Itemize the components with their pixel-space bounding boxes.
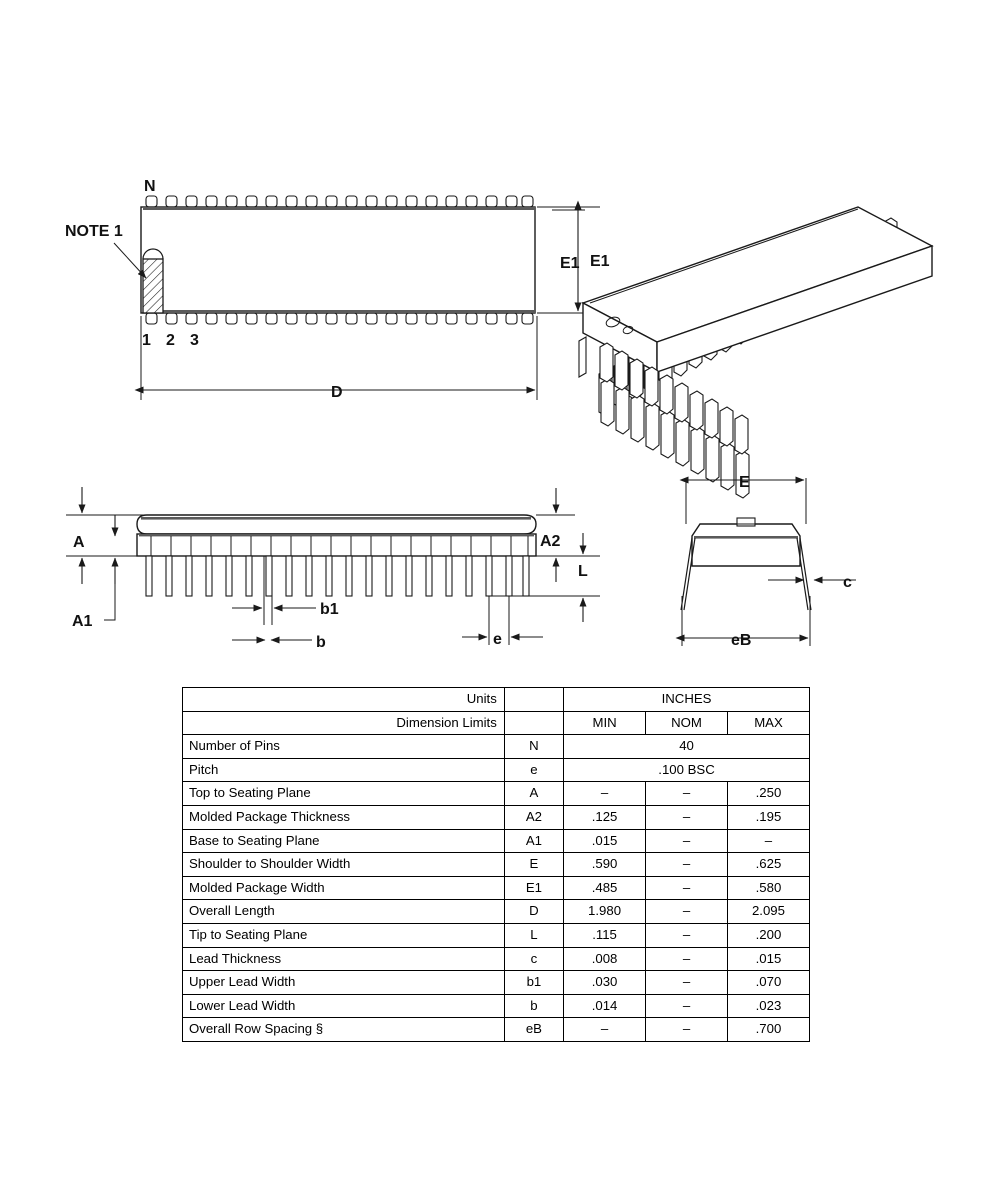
row-min-value: – (564, 782, 646, 806)
table-header-limits-row (183, 711, 810, 735)
row-min-value: .590 (564, 853, 646, 877)
row-symbol: D (504, 900, 563, 924)
table-row (183, 994, 810, 1018)
label-pin-1: 1 (142, 332, 151, 349)
row-description: Pitch (183, 758, 505, 782)
label-a2-side-view: A2 (540, 533, 561, 550)
table-row (183, 758, 810, 782)
label-pin-2: 2 (166, 332, 175, 349)
table-row (183, 735, 810, 759)
row-description: Base to Seating Plane (183, 829, 505, 853)
row-nom-value: – (646, 1018, 728, 1042)
row-max-value: .200 (727, 923, 809, 947)
header-units-label: Units (183, 688, 505, 712)
row-description: Number of Pins (183, 735, 505, 759)
row-nom-value: – (646, 853, 728, 877)
row-nom-value: – (646, 971, 728, 995)
label-eb-end-view: eB (731, 632, 752, 649)
row-description: Overall Row Spacing § (183, 1018, 505, 1042)
row-nom-value: – (646, 947, 728, 971)
dim-a1-side-view (104, 515, 115, 620)
end-view-body (692, 524, 800, 566)
dim-e-side-view (462, 596, 543, 645)
row-symbol: eB (504, 1018, 563, 1042)
row-max-value: .023 (727, 994, 809, 1018)
row-max-value: .700 (727, 1018, 809, 1042)
top-view (114, 196, 600, 400)
row-span-value: 40 (564, 735, 810, 759)
table-row (183, 900, 810, 924)
row-max-value: .250 (727, 782, 809, 806)
label-e-end-view: E (739, 474, 750, 491)
row-symbol: E (504, 853, 563, 877)
row-min-value: – (564, 1018, 646, 1042)
row-max-value: .625 (727, 853, 809, 877)
row-symbol: c (504, 947, 563, 971)
label-a-side-view: A (73, 534, 85, 551)
row-symbol: E1 (504, 876, 563, 900)
row-min-value: .014 (564, 994, 646, 1018)
row-description: Shoulder to Shoulder Width (183, 853, 505, 877)
row-nom-value: – (646, 923, 728, 947)
row-max-value: .015 (727, 947, 809, 971)
row-max-value: .070 (727, 971, 809, 995)
label-e-side-view: e (493, 631, 502, 648)
row-symbol: b (504, 994, 563, 1018)
label-n-pin: N (144, 178, 156, 195)
pin1-notch (143, 249, 163, 313)
row-min-value: .115 (564, 923, 646, 947)
row-span-value: .100 BSC (564, 758, 810, 782)
row-nom-value: – (646, 994, 728, 1018)
label-note-1: NOTE 1 (65, 223, 123, 240)
isometric-view (552, 207, 932, 498)
row-max-value: – (727, 829, 809, 853)
row-description: Molded Package Thickness (183, 805, 505, 829)
header-col-max: MAX (727, 711, 809, 735)
label-l-side-view: L (578, 563, 588, 580)
header-units-value: INCHES (564, 688, 810, 712)
row-min-value: .485 (564, 876, 646, 900)
label-e1-iso-view: E1 (560, 255, 580, 272)
header-units-sym-blank (504, 688, 563, 712)
table-row (183, 782, 810, 806)
row-symbol: A1 (504, 829, 563, 853)
top-view-body (141, 207, 535, 313)
label-a1-side-view: A1 (72, 613, 93, 630)
label-d-top-view: D (331, 384, 343, 401)
row-description: Overall Length (183, 900, 505, 924)
row-symbol: N (504, 735, 563, 759)
row-description: Molded Package Width (183, 876, 505, 900)
row-nom-value: – (646, 900, 728, 924)
row-description: Top to Seating Plane (183, 782, 505, 806)
dimension-limits-table (182, 687, 810, 1042)
row-max-value: 2.095 (727, 900, 809, 924)
row-min-value: .125 (564, 805, 646, 829)
row-symbol: L (504, 923, 563, 947)
table-row (183, 947, 810, 971)
row-min-value: .008 (564, 947, 646, 971)
row-symbol: b1 (504, 971, 563, 995)
label-pin-3: 3 (190, 332, 199, 349)
row-nom-value: – (646, 876, 728, 900)
row-description: Lower Lead Width (183, 994, 505, 1018)
top-view-pins-lower (146, 313, 533, 324)
row-min-value: 1.980 (564, 900, 646, 924)
row-max-value: .580 (727, 876, 809, 900)
row-description: Upper Lead Width (183, 971, 505, 995)
header-col-min: MIN (564, 711, 646, 735)
row-symbol: e (504, 758, 563, 782)
table-row (183, 876, 810, 900)
table-body (183, 735, 810, 1042)
table-row (183, 829, 810, 853)
header-limits-sym-blank (504, 711, 563, 735)
label-e1-top-view: E1 (590, 253, 610, 270)
row-nom-value: – (646, 805, 728, 829)
row-symbol: A2 (504, 805, 563, 829)
label-b-side-view: b (316, 634, 326, 651)
side-view (66, 487, 600, 645)
table-row (183, 805, 810, 829)
dim-b1-side-view (232, 556, 316, 625)
label-b1-side-view: b1 (320, 601, 339, 618)
row-nom-value: – (646, 829, 728, 853)
header-limits-label: Dimension Limits (183, 711, 505, 735)
row-description: Lead Thickness (183, 947, 505, 971)
table-row (183, 923, 810, 947)
header-col-nom: NOM (646, 711, 728, 735)
end-view (681, 478, 856, 646)
row-min-value: .015 (564, 829, 646, 853)
row-min-value: .030 (564, 971, 646, 995)
row-symbol: A (504, 782, 563, 806)
row-nom-value: – (646, 782, 728, 806)
table-row (183, 971, 810, 995)
row-max-value: .195 (727, 805, 809, 829)
table-row (183, 853, 810, 877)
label-c-end-view: c (843, 574, 852, 591)
table-row (183, 1018, 810, 1042)
table-header-units-row (183, 688, 810, 712)
row-description: Tip to Seating Plane (183, 923, 505, 947)
top-view-pins-upper (146, 196, 533, 207)
